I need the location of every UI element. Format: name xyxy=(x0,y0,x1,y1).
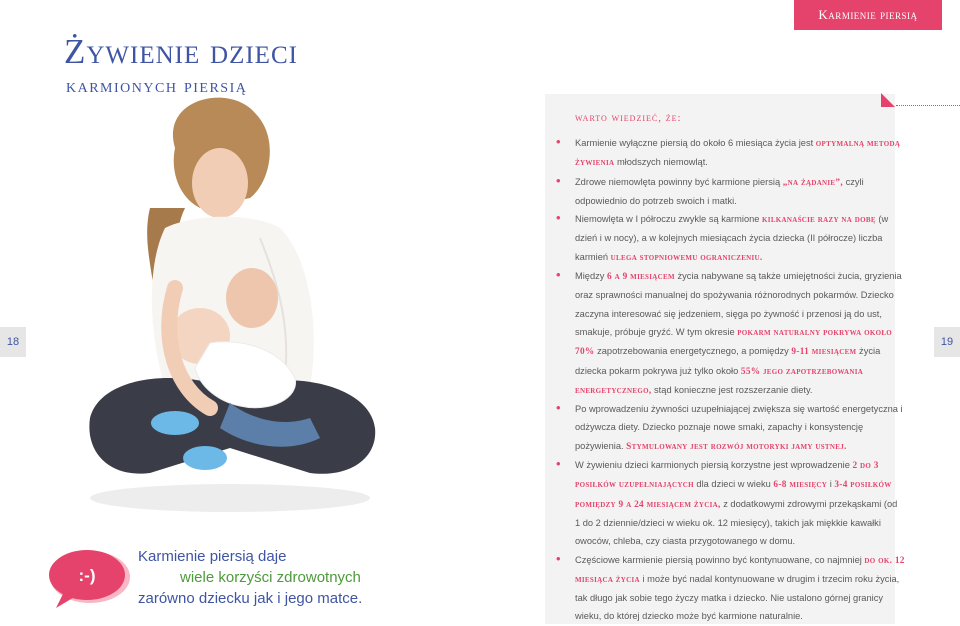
dotted-divider xyxy=(896,105,960,106)
highlighted-text: pokarm naturalny pokrywa około 70% xyxy=(575,327,893,358)
facts-list-item xyxy=(575,267,905,400)
body-text: z dodatkowymi zdrowymi przekąskami (od 1 do 2 dziennie/dzieci w wieku ok. 12 miesięcy), takich jak miękkie kawałki owoców, chleba, czy ciasta przygotowanego w domu. xyxy=(575,498,898,547)
highlighted-text: optymalną metodą żywienia xyxy=(575,139,901,169)
body-text: życia dziecka pokarm pokrywa już tylko około xyxy=(575,346,881,376)
facts-list-item xyxy=(575,134,905,173)
highlighted-text: 55% jego zapotrzebowania energetycznego, xyxy=(575,366,864,396)
page-title: Żywienie dzieci xyxy=(64,32,298,71)
facts-list-item xyxy=(575,400,905,456)
smiley-speech-bubble-icon xyxy=(40,548,132,610)
section-tag: Karmienie piersią xyxy=(794,0,942,30)
body-text: stąd konieczne jest rozszerzanie diety. xyxy=(651,384,813,395)
mother-face xyxy=(192,148,248,218)
baby-shoe-left xyxy=(151,411,199,435)
facts-box-heading: warto wiedzieć, że: xyxy=(575,112,682,124)
body-text: czyli odpowiednio do potrzeb swoich i matki. xyxy=(575,176,864,206)
body-text: życia nabywane są także umiejętności żucia, gryzienia oraz sprawności manualnej do spożywania różnorodnych pokarmów. Dziecko zaczyna interesować się jedzeniem, sięga po żywność i przenosi ją do ust, smakuje, próbuje gryźć. W tym okresie xyxy=(575,271,902,337)
page-subtitle: karmionych piersią xyxy=(66,75,248,97)
highlighted-text: 3-4 posiłków pomiędzy 9 a 24 miesiącem życia, xyxy=(575,480,892,510)
body-text: młodszych niemowląt. xyxy=(614,157,708,168)
slogan-line-3: zarówno dziecku jak i jego matce. xyxy=(138,590,363,607)
body-text: i xyxy=(827,479,835,490)
facts-list-item xyxy=(575,456,905,550)
slogan-line-1: Karmienie piersią daje xyxy=(138,548,287,565)
facts-list-item xyxy=(575,551,905,626)
highlighted-text: 6 a 9 miesiącem xyxy=(607,272,675,283)
body-text: Niemowlęta w I półroczu zwykle są karmione xyxy=(575,214,763,225)
baby-shoe-right xyxy=(183,446,227,470)
highlighted-text: „na żądanie”, xyxy=(782,177,843,188)
body-text: Zdrowe niemowlęta powinny być karmione piersią xyxy=(575,176,783,187)
page-number-left: 18 xyxy=(0,327,26,357)
body-text: dla dzieci w wieku xyxy=(693,479,774,490)
body-text: i może być nadal kontynuowane w drugim i trzecim roku życia, tak długo jak sobie tego życzy matka i dziecko. Nie ustalono górnej granicy wieku, do której dziecko może być karmione naturalnie. xyxy=(575,573,900,622)
highlighted-text: Stymulowany jest rozwój motoryki jamy ustnej. xyxy=(626,441,847,452)
body-text: Po wprowadzeniu żywności uzupełniającej zwiększa się wartość energetyczna i odżywcza diety. Dziecko poznaje nowe smaki, zapachy i konsystencję pożywienia. xyxy=(575,404,903,451)
body-text: W żywieniu dzieci karmionych piersią korzystne jest wprowadzenie xyxy=(575,460,853,471)
corner-triangle-icon xyxy=(881,93,895,107)
body-text: (w dzień i w nocy), a w kolejnych miesiącach życia dziecka (II półrocze) liczba karmień xyxy=(575,214,889,262)
highlighted-text: 9-11 miesiącem xyxy=(791,347,857,358)
body-text: Między xyxy=(575,271,608,282)
highlighted-text: do ok. 12 miesiąca życia xyxy=(575,555,905,585)
highlighted-text: 6-8 miesięcy xyxy=(773,480,828,491)
facts-list-item xyxy=(575,210,905,267)
highlighted-text: kilkanaście razy na dobę xyxy=(762,215,876,226)
mother-breastfeeding-photo xyxy=(80,88,385,513)
emoticon-text: :-) xyxy=(78,566,96,585)
facts-list-item xyxy=(575,173,905,211)
highlighted-text: 2 do 3 posiłków uzupełniających xyxy=(575,461,879,491)
slogan-line-2: wiele korzyści zdrowotnych xyxy=(180,569,361,586)
body-text: Karmienie wyłączne piersią do około 6 miesiąca życia jest xyxy=(575,138,816,148)
body-text: zapotrzebowania energetycznego, a pomiędzy xyxy=(594,346,792,357)
body-text: Częściowe karmienie piersią powinno być kontynuowane, co najmniej xyxy=(575,554,865,565)
page-number-right: 19 xyxy=(934,327,960,357)
highlighted-text: ulega stopniowemu ograniczeniu. xyxy=(610,252,763,263)
facts-list xyxy=(575,134,905,626)
photo-shadow xyxy=(90,484,370,512)
slogan xyxy=(138,546,398,609)
